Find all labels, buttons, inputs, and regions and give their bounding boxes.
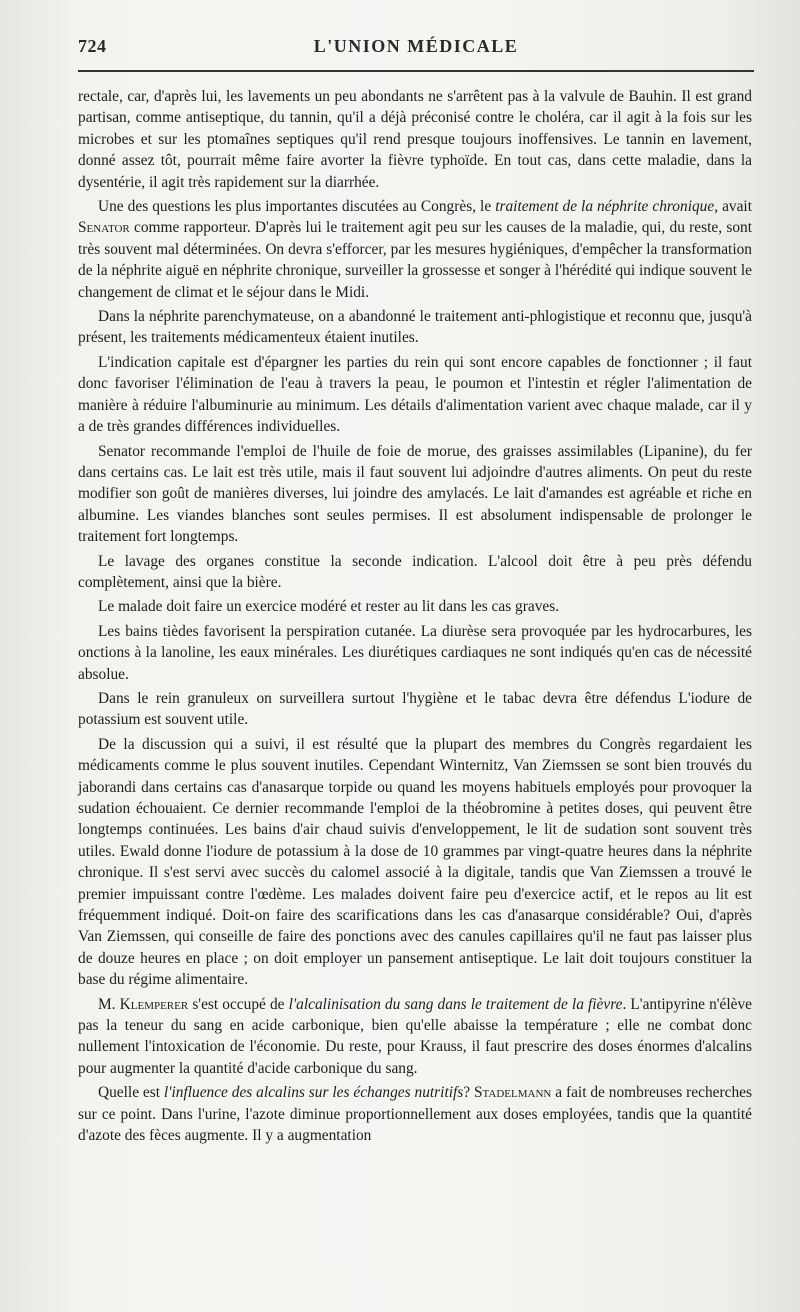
text-segment: Klemperer [119,995,189,1013]
text-segment: Le lavage des organes constitue la seconde indication. L'alcool doit être à peu près défendu complètement, ainsi que la bière. [78,552,752,591]
text-segment: . L'antipyrine n'élève pas la teneur du sang en acide carbonique, bien qu'elle abaisse la température ; elle ne combat donc nullement l'intoxication de l'économie. Du reste, pour Krauss, il faut prescrire des doses énormes d'alcalins pour augmenter la quantité d'acide carbonique du sang. [78,995,752,1077]
text-segment: Une des questions les plus importantes discutées au Congrès, le [98,198,496,216]
text-segment: Senator [78,219,130,237]
paragraph-p9 [78,688,752,731]
text-segment: Stadelmann [474,1084,552,1102]
text-segment: De la discussion qui a suivi, il est résulté que la plupart des membres du Congrès regardaient les médicaments comme le plus souvent inutiles. Cependant Winternitz, Van Ziemssen se sont bien trouvés du jaborandi dans certains cas d'anasarque torpide ou quand les moyens habituels employés pour provoquer la sudation échouaient. Ce dernier recommande l'emploi de la théobromine à petites doses, qui peuvent être longtemps continuées. Les bains d'air chaud suivis d'enveloppement, le lit de sudation sont souvent très utiles. Ewald donne l'iodure de potassium à la dose de 10 grammes par vingt-quatre heures dans la néphrite chronique. Il s'est servi avec succès du calomel associé à la digitale, tandis que Van Ziemssen a trouvé le premier impuissant contre l'œdème. Les malades doivent faire peu d'exercice actif, et le repos au lit est fréquemment indiqué. Doit-on faire des scarifications dans les cas d'anasarque considérable? Oui, d'après Van Ziemssen, qui conseille de faire des ponctions avec des canules capillaires qu'il ne faut pas laisser plus de douze heures en place ; on doit employer un pansement antiseptique. Le lait doit toujours constituer la base du régime alimentaire. [78,735,752,989]
text-segment: l'alcalinisation du sang dans le traitement de la fièvre [288,995,623,1013]
text-segment: traitement de la néphrite chronique [495,198,715,216]
text-segment: rectale, car, d'après lui, les lavements un peu abondants ne s'arrêtent pas à la valvule de Bauhin. Il est grand partisan, comme antiseptique, du tannin, qu'il a déjà préconisé contre le choléra, car il agit à la fois sur les microbes et sur les ptomaînes septiques qu'il rend presque toujours inoffensives. Le tannin en lavement, donné assez tôt, pourrait même faire avorter la fièvre typhoïde. En tout cas, dans cette maladie, dans la dysentérie, il agit très rapidement sur la diarrhée. [78,88,752,191]
paragraph-p5 [78,441,752,548]
paragraph-p11 [78,994,752,1080]
paragraph-p1 [78,86,752,193]
text-segment: Dans la néphrite parenchymateuse, on a abandonné le traitement anti-phlogistique et reconnu que, jusqu'à présent, les traitements médicamenteux étaient inutiles. [78,308,752,347]
text-segment: M. [98,995,120,1013]
text-segment: ? [463,1084,474,1102]
text-segment: Quelle est [98,1084,164,1102]
page-number: 724 [78,36,107,56]
paragraph-p6 [78,551,752,594]
text-segment: Senator recommande l'emploi de l'huile de foie de morue, des graisses assimilables (Lipanine), du fer dans certains cas. Le lait est très utile, mais il faut souvent lui adjoindre d'autres aliments. On peut du reste modifier son goût de manières diverses, lui joindre des amylacés. Le lait d'amandes est agréable et riche en albumine. Les viandes blanches sont seules permises. Il est absolument indispensable de prolonger le traitement fort longtemps. [78,442,752,546]
text-segment: , avait [714,198,752,216]
text-segment: a fait de nombreuses recherches sur ce point. Dans l'urine, l'azote diminue proportionnellement aux doses employées, tandis que la quantité d'azote des fèces augmente. Il y a augmentation [78,1084,752,1145]
paragraph-p2 [78,196,752,303]
header-rule [78,70,754,72]
running-header [76,34,756,62]
paragraph-p10 [78,734,752,991]
text-segment: comme rapporteur. D'après lui le traitement agit peu sur les causes de la maladie, qui, du reste, sont très souvent mal déterminées. On devra s'efforcer, par les mesures hygiéniques, d'empêcher la transformation de la néphrite aiguë en néphrite chronique, surveiller la grossesse et songer à l'hérédité qui indique souvent le changement de climat et le séjour dans le Midi. [78,219,752,301]
journal-title: L'UNION MÉDICALE [313,36,519,56]
paragraph-p12 [78,1082,752,1146]
text-segment: s'est occupé de [188,995,289,1013]
paragraph-p8 [78,621,752,685]
paragraph-p4 [78,352,752,438]
paragraph-p3 [78,306,752,349]
article-body [78,86,752,1150]
text-segment: Dans le rein granuleux on surveillera surtout l'hygiène et le tabac devra être défendus L'iodure de potassium est souvent utile. [78,689,752,729]
text-segment: l'influence des alcalins sur les échanges nutritifs [163,1084,464,1102]
text-segment: Les bains tièdes favorisent la perspiration cutanée. La diurèse sera provoquée par les hydrocarbures, les onctions à la lanoline, les eaux minérales. Les diurétiques cardiaques ne sont indiqués qu'en cas de nécessité absolue. [78,622,752,683]
text-segment: L'indication capitale est d'épargner les parties du rein qui sont encore capables de fonctionner ; il faut donc favoriser l'élimination de l'eau à travers la peau, le poumon et l'intestin et régler l'alimentation de manière à réduire l'albuminurie au minimum. Les détails d'alimentation varient avec chaque malade, car il y a de très grandes différences individuelles. [78,353,752,436]
text-segment: Le malade doit faire un exercice modéré et rester au lit dans les cas graves. [98,598,560,616]
paragraph-p7 [78,596,752,617]
